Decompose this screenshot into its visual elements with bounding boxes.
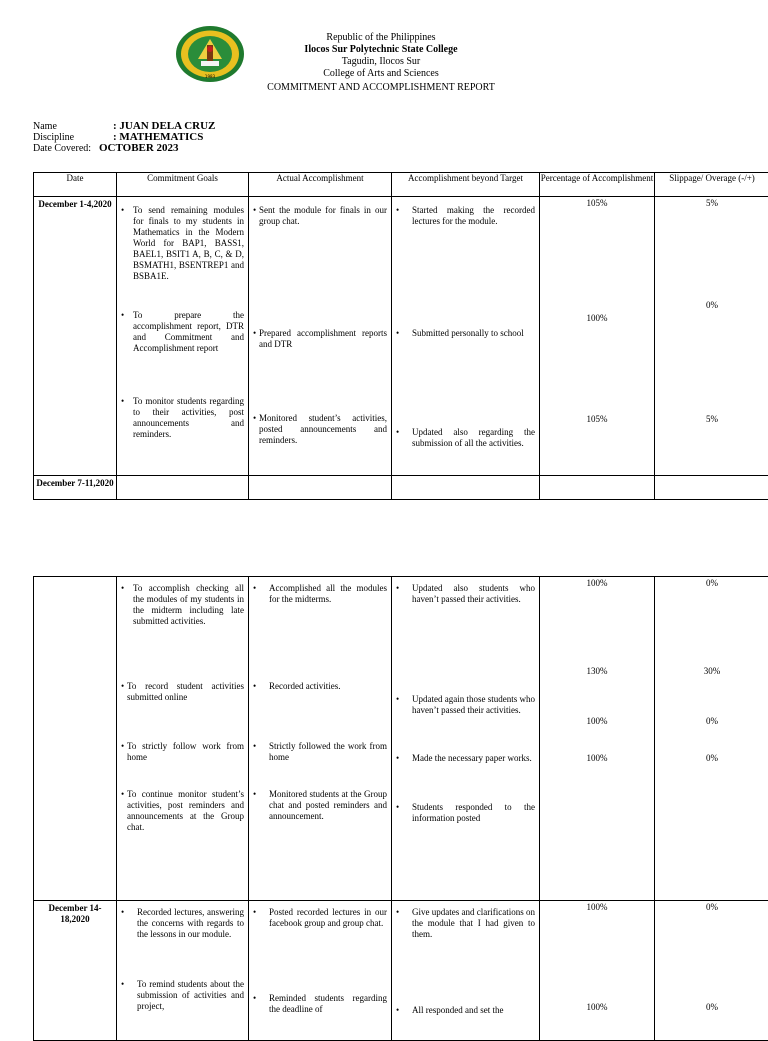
date-covered-value: OCTOBER 2023: [99, 143, 179, 154]
header-beyond: Accomplishment beyond Target: [392, 173, 540, 197]
slippage-value: 0%: [655, 1002, 768, 1013]
report-table-1: [33, 172, 768, 500]
list-item: • Monitored student’s activities, posted announcements and reminders.: [253, 413, 387, 446]
discipline-value: : MATHEMATICS: [113, 132, 203, 143]
percentage-value: 100%: [540, 313, 654, 324]
percentage-value: 130%: [540, 666, 654, 677]
list-item: • Submitted personally to school: [396, 328, 535, 339]
table-row: [34, 197, 768, 476]
slippage-value: 0%: [655, 300, 768, 311]
list-item: • To remind students about the submission of activities and project,: [121, 979, 244, 1012]
percentage-value: 100%: [540, 902, 654, 913]
percentage-value: 100%: [540, 1002, 654, 1013]
header-actual: Actual Accomplishment: [249, 173, 392, 197]
table-header-row: [34, 173, 768, 197]
list-item: • All responded and set the: [396, 1005, 535, 1016]
name-value: : JUAN DELA CRUZ: [113, 121, 215, 132]
slippage-value: 0%: [655, 753, 768, 764]
list-item: • To strictly follow work from home: [121, 741, 244, 763]
list-item: • Recorded activities.: [253, 681, 387, 692]
list-item: • Updated also regarding the submission of all the activities.: [396, 427, 535, 449]
list-item: • Accomplished all the modules for the midterms.: [253, 583, 387, 605]
slippage-value: 0%: [655, 716, 768, 727]
percentage-value: 105%: [540, 414, 654, 425]
discipline-label: Discipline: [33, 132, 113, 143]
report-title: COMMITMENT AND ACCOMPLISHMENT REPORT: [0, 82, 762, 94]
header-commitment: Commitment Goals: [117, 173, 249, 197]
table-row: [34, 577, 768, 901]
list-item: • Sent the module for finals in our group chat.: [253, 205, 387, 227]
header-slippage: Slippage/ Overage (-/+): [655, 173, 768, 197]
list-item: • To prepare the accomplishment report, DTR and Commitment and Accomplishment report: [121, 310, 244, 354]
list-item: • Posted recorded lectures in our facebook group and group chat.: [253, 907, 387, 929]
row-date: December 1-4,2020: [34, 197, 116, 210]
list-item: • Made the necessary paper works.: [396, 753, 535, 764]
list-item: • Started making the recorded lectures for the module.: [396, 205, 535, 227]
slippage-value: 0%: [655, 902, 768, 913]
slippage-value: 0%: [655, 578, 768, 589]
list-item: • Strictly followed the work from home: [253, 741, 387, 763]
list-item: • Students responded to the information posted: [396, 802, 535, 824]
table-row: [34, 901, 768, 1041]
percentage-value: 100%: [540, 578, 654, 589]
list-item: • Updated again those students who haven’t passed their activities.: [396, 694, 535, 716]
row-date: December 7-11,2020: [34, 476, 116, 489]
header-date: Date: [34, 173, 117, 197]
table-row: [34, 476, 768, 500]
list-item: • Updated also students who haven’t passed their activities.: [396, 583, 535, 605]
list-item: • Recorded lectures, answering the concerns with regards to the lessons in our module.: [121, 907, 244, 940]
college-department: College of Arts and Sciences: [0, 68, 762, 80]
date-covered-label: Date Covered:: [33, 143, 99, 154]
list-item: • To continue monitor student’s activities, post reminders and announcements at the Group chat.: [121, 789, 244, 833]
list-item: • Reminded students regarding the deadline of: [253, 993, 387, 1015]
list-item: • To send remaining modules for finals to my students in Mathematics in the Modern World for BAP1, BASS1, BAEL1, BSIT1 A, B, C, & D, BSMATH1, BSENTREP1 and BSBA1E.: [121, 205, 244, 282]
list-item: • Monitored students at the Group chat and posted reminders and announcement.: [253, 789, 387, 822]
list-item: • To monitor students regarding to their activities, post announcements and reminders.: [121, 396, 244, 440]
report-table-2: [33, 576, 768, 1041]
college-address: Tagudin, Ilocos Sur: [0, 56, 762, 68]
list-item: • To accomplish checking all the modules of my students in the midterm including late submitted activities.: [121, 583, 244, 627]
slippage-value: 5%: [655, 198, 768, 209]
seal-year: 1983: [205, 74, 216, 79]
slippage-value: 30%: [655, 666, 768, 677]
percentage-value: 105%: [540, 198, 654, 209]
list-item: • Give updates and clarifications on the module that I had given to them.: [396, 907, 535, 940]
header-percentage: Percentage of Accomplishment: [540, 173, 655, 197]
percentage-value: 100%: [540, 753, 654, 764]
name-label: Name: [33, 121, 113, 132]
slippage-value: 5%: [655, 414, 768, 425]
report-meta: [33, 121, 215, 154]
list-item: • Prepared accomplishment reports and DTR: [253, 328, 387, 350]
list-item: • To record student activities submitted online: [121, 681, 244, 703]
percentage-value: 100%: [540, 716, 654, 727]
republic-line: Republic of the Philippines: [0, 32, 762, 44]
college-name: Ilocos Sur Polytechnic State College: [0, 44, 762, 56]
row-date: December 14-18,2020: [34, 901, 116, 925]
